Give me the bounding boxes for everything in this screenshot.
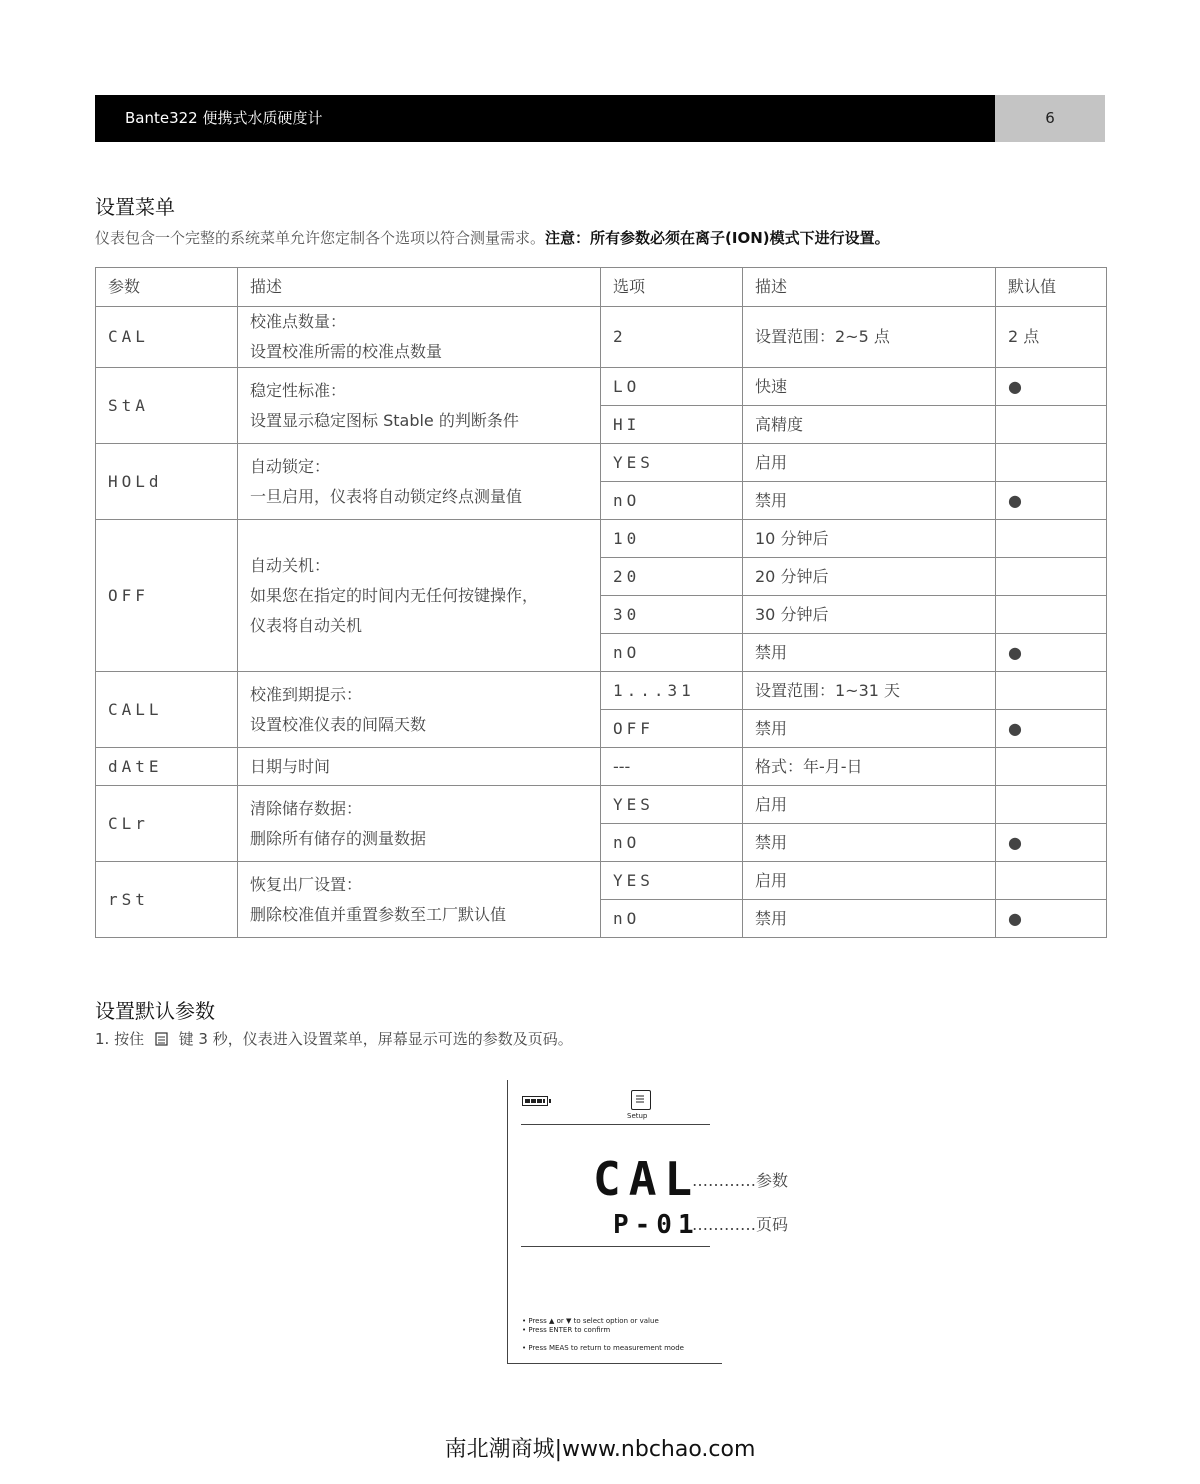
table-header-cell: 描述 xyxy=(238,268,601,307)
option-value: YES xyxy=(601,862,743,900)
battery-icon xyxy=(522,1096,548,1106)
param-description-title: 恢复出厂设置： xyxy=(250,874,363,894)
param-description-body: 设置校准所需的校准点数量 xyxy=(250,342,443,361)
table-row xyxy=(96,786,1107,824)
option-description: 高精度 xyxy=(743,406,996,444)
param-description-body: 删除校准值并重置参数至工厂默认值 xyxy=(250,904,507,924)
default-value: 2 点 xyxy=(996,307,1107,368)
hint-select: • Press ▲ or ▼ to select option or value xyxy=(522,1317,659,1325)
option-value: 30 xyxy=(601,596,743,634)
table-header-cell: 描述 xyxy=(743,268,996,307)
section-heading-settings-menu: 设置菜单 xyxy=(95,195,175,219)
option-value: 2 xyxy=(601,307,743,368)
table-row xyxy=(96,368,1107,406)
param-description xyxy=(238,520,601,672)
option-value: nO xyxy=(601,824,743,862)
option-description: 启用 xyxy=(743,444,996,482)
option-value: YES xyxy=(601,786,743,824)
param-code: dAtE xyxy=(96,748,238,786)
page-number: 6 xyxy=(995,95,1105,142)
default-value xyxy=(996,672,1107,710)
param-description-title: 自动锁定： xyxy=(250,456,331,476)
table-row xyxy=(96,748,1107,786)
option-value: nO xyxy=(601,900,743,938)
option-value: HI xyxy=(601,406,743,444)
param-code: OFF xyxy=(96,520,238,672)
default-marker: ● xyxy=(996,368,1107,406)
option-value: LO xyxy=(601,368,743,406)
option-value: --- xyxy=(601,748,743,786)
hint-confirm: • Press ENTER to confirm xyxy=(522,1326,611,1334)
param-description xyxy=(238,307,601,368)
option-value: nO xyxy=(601,634,743,672)
param-description-body: 删除所有储存的测量数据 xyxy=(250,828,427,848)
param-description-body: 设置显示稳定图标 Stable 的判断条件 xyxy=(250,410,519,430)
settings-table xyxy=(95,267,1107,938)
screen-divider-bottom xyxy=(521,1246,710,1247)
label-page-code: …………页码 xyxy=(692,1215,789,1234)
default-marker: ● xyxy=(996,482,1107,520)
default-value xyxy=(996,786,1107,824)
param-description-body: 仪表将自动关机 xyxy=(250,615,363,635)
param-code: StA xyxy=(96,368,238,444)
option-description: 启用 xyxy=(743,862,996,900)
param-description xyxy=(238,368,601,444)
intro-note: 注意：所有参数必须在离子(ION)模式下进行设置。 xyxy=(545,229,890,247)
setup-key-icon xyxy=(155,1032,168,1050)
option-description: 禁用 xyxy=(743,900,996,938)
param-description-title: 日期与时间 xyxy=(250,756,331,776)
setup-label: Setup xyxy=(627,1112,648,1120)
option-value: nO xyxy=(601,482,743,520)
table-row xyxy=(96,862,1107,900)
option-description: 禁用 xyxy=(743,710,996,748)
option-description: 10 分钟后 xyxy=(743,520,996,558)
param-description-body: 设置校准仪表的间隔天数 xyxy=(250,714,427,734)
default-marker: ● xyxy=(996,900,1107,938)
param-description-title: 校准到期提示： xyxy=(250,684,363,704)
option-value: 1...31 xyxy=(601,672,743,710)
document-title: Bante322 便携式水质硬度计 xyxy=(125,109,323,127)
param-description-title: 校准点数量： xyxy=(250,312,347,331)
option-description: 禁用 xyxy=(743,482,996,520)
default-value xyxy=(996,748,1107,786)
param-description xyxy=(238,862,601,938)
option-description: 快速 xyxy=(743,368,996,406)
default-value xyxy=(996,444,1107,482)
default-marker: ● xyxy=(996,824,1107,862)
param-description-body: 如果您在指定的时间内无任何按键操作， xyxy=(250,585,539,605)
table-row xyxy=(96,672,1107,710)
param-description-title: 自动关机： xyxy=(250,555,331,575)
table-header-cell: 默认值 xyxy=(996,268,1107,307)
param-code: CLr xyxy=(96,786,238,862)
option-value: 20 xyxy=(601,558,743,596)
intro-text xyxy=(95,227,890,248)
param-code: rSt xyxy=(96,862,238,938)
option-description: 禁用 xyxy=(743,634,996,672)
option-description: 格式：年-月-日 xyxy=(743,748,996,786)
default-marker: ● xyxy=(996,634,1107,672)
table-header-cell: 参数 xyxy=(96,268,238,307)
option-value: 10 xyxy=(601,520,743,558)
option-value: OFF xyxy=(601,710,743,748)
option-description: 20 分钟后 xyxy=(743,558,996,596)
label-parameter: …………参数 xyxy=(692,1171,789,1190)
param-description xyxy=(238,444,601,520)
section-heading-default-params: 设置默认参数 xyxy=(95,999,215,1023)
step-1-prefix: 1. 按住 xyxy=(95,1030,145,1048)
table-row xyxy=(96,307,1107,368)
param-description xyxy=(238,786,601,862)
param-description-title: 稳定性标准： xyxy=(250,380,347,400)
page-display: P-01 xyxy=(613,1210,700,1240)
lcd-screen-illustration xyxy=(507,1080,722,1364)
default-value xyxy=(996,862,1107,900)
param-code: HOLd xyxy=(96,444,238,520)
option-description: 30 分钟后 xyxy=(743,596,996,634)
screen-left-border xyxy=(507,1080,508,1364)
footer-watermark: 南北潮商城|www.nbchao.com xyxy=(444,1437,756,1462)
option-description: 设置范围：1~31 天 xyxy=(743,672,996,710)
option-description: 设置范围：2~5 点 xyxy=(743,307,996,368)
table-row xyxy=(96,520,1107,558)
table-row xyxy=(96,444,1107,482)
param-code: CALL xyxy=(96,672,238,748)
intro-plain: 仪表包含一个完整的系统菜单允许您定制各个选项以符合测量需求。 xyxy=(95,229,546,247)
screen-bottom-border xyxy=(507,1363,722,1364)
param-code: CAL xyxy=(96,307,238,368)
main-display: CAL xyxy=(593,1152,701,1206)
screen-divider-top xyxy=(521,1124,710,1125)
default-value xyxy=(996,406,1107,444)
param-description-title: 清除储存数据： xyxy=(250,798,363,818)
param-description xyxy=(238,748,601,786)
step-1-suffix: 键 3 秒，仪表进入设置菜单，屏幕显示可选的参数及页码。 xyxy=(178,1030,573,1048)
param-description-body: 一旦启用，仪表将自动锁定终点测量值 xyxy=(250,486,523,506)
option-description: 启用 xyxy=(743,786,996,824)
setup-icon xyxy=(631,1090,651,1110)
option-description: 禁用 xyxy=(743,824,996,862)
default-value xyxy=(996,520,1107,558)
table-header-row xyxy=(96,268,1107,307)
table-header-cell: 选项 xyxy=(601,268,743,307)
step-1 xyxy=(95,1028,573,1050)
default-value xyxy=(996,558,1107,596)
default-marker: ● xyxy=(996,710,1107,748)
param-description xyxy=(238,672,601,748)
page-header xyxy=(95,95,1105,142)
option-value: YES xyxy=(601,444,743,482)
hint-meas: • Press MEAS to return to measurement mode xyxy=(522,1344,684,1352)
default-value xyxy=(996,596,1107,634)
